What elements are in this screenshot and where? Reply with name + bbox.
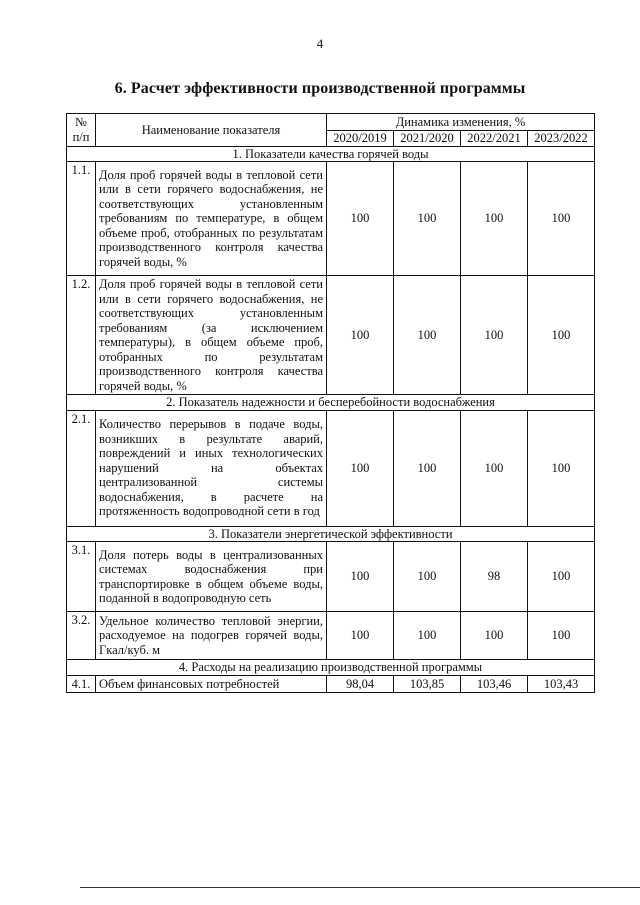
header-period: 2021/2020 <box>394 131 461 147</box>
row-name: Объем финансовых потребностей <box>96 675 327 693</box>
row-value: 100 <box>327 276 394 395</box>
row-number: 3.2. <box>67 612 96 660</box>
section-title-cell: 3. Показатели энергетической эффективности <box>67 526 595 542</box>
row-value: 100 <box>461 162 528 276</box>
header-number-line2: п/п <box>72 129 90 144</box>
section-row <box>67 660 595 676</box>
section-row <box>67 526 595 542</box>
row-value: 100 <box>327 162 394 276</box>
row-number: 4.1. <box>67 675 96 693</box>
table-row <box>67 162 595 276</box>
row-number: 1.1. <box>67 162 96 276</box>
header-name: Наименование показателя <box>96 114 327 147</box>
header-period: 2020/2019 <box>327 131 394 147</box>
row-value: 100 <box>394 410 461 526</box>
header-dynamics: Динамика изменения, % <box>327 114 595 131</box>
row-value: 98,04 <box>327 675 394 693</box>
row-value: 100 <box>327 542 394 612</box>
table-row <box>67 612 595 660</box>
row-value: 103,43 <box>528 675 595 693</box>
row-value: 98 <box>461 542 528 612</box>
section-row <box>67 146 595 162</box>
row-value: 100 <box>528 410 595 526</box>
row-number: 3.1. <box>67 542 96 612</box>
row-value: 100 <box>461 410 528 526</box>
row-value: 100 <box>461 612 528 660</box>
row-value: 100 <box>394 542 461 612</box>
section-title-cell: 2. Показатель надежности и бесперебойности водоснабжения <box>67 395 595 411</box>
row-name: Доля проб горячей воды в тепловой сети или в сети горячего водоснабжения, не соответствующих установленным требованиям по температуре, в общем объеме проб, отобранных по результатам производственного контроля качества горячей воды, % <box>96 162 327 276</box>
row-value: 100 <box>528 162 595 276</box>
page-bottom-rule <box>80 887 640 888</box>
row-value: 103,85 <box>394 675 461 693</box>
row-value: 100 <box>394 162 461 276</box>
row-name: Количество перерывов в подаче воды, возникших в результате аварий, повреждений и иных технологических нарушений на объектах централизованной системы водоснабжения, в расчете на протяженность водопроводной сети в год <box>96 410 327 526</box>
efficiency-table <box>66 113 595 693</box>
row-name: Доля проб горячей воды в тепловой сети или в сети горячего водоснабжения, не соответствующих установленным требованиям (за исключением температуры), в общем объеме проб, отобранных по результатам производственного контроля качества горячей воды, % <box>96 276 327 395</box>
table-row <box>67 675 595 693</box>
table-row <box>67 542 595 612</box>
row-value: 100 <box>528 612 595 660</box>
row-name: Удельное количество тепловой энергии, расходуемое на подогрев горячей воды, Гкал/куб. м <box>96 612 327 660</box>
row-value: 100 <box>327 410 394 526</box>
section-title-cell: 4. Расходы на реализацию производственной программы <box>67 660 595 676</box>
section-row <box>67 395 595 411</box>
header-period: 2022/2021 <box>461 131 528 147</box>
row-value: 100 <box>528 276 595 395</box>
row-value: 100 <box>394 612 461 660</box>
page-number: 4 <box>316 36 324 51</box>
table-row <box>67 276 595 395</box>
header-number <box>67 114 96 147</box>
section-title-cell: 1. Показатели качества горячей воды <box>67 146 595 162</box>
row-value: 100 <box>461 276 528 395</box>
row-number: 2.1. <box>67 410 96 526</box>
row-value: 100 <box>528 542 595 612</box>
row-number: 1.2. <box>67 276 96 395</box>
header-number-line1: № <box>75 115 87 130</box>
row-value: 100 <box>394 276 461 395</box>
table-row <box>67 410 595 526</box>
row-value: 103,46 <box>461 675 528 693</box>
row-value: 100 <box>327 612 394 660</box>
header-period: 2023/2022 <box>528 131 595 147</box>
section-title: 6. Расчет эффективности производственной программы <box>114 80 526 97</box>
row-name: Доля потерь воды в централизованных системах водоснабжения при транспортировке в общем объеме воды, поданной в водопроводную сеть <box>96 542 327 612</box>
